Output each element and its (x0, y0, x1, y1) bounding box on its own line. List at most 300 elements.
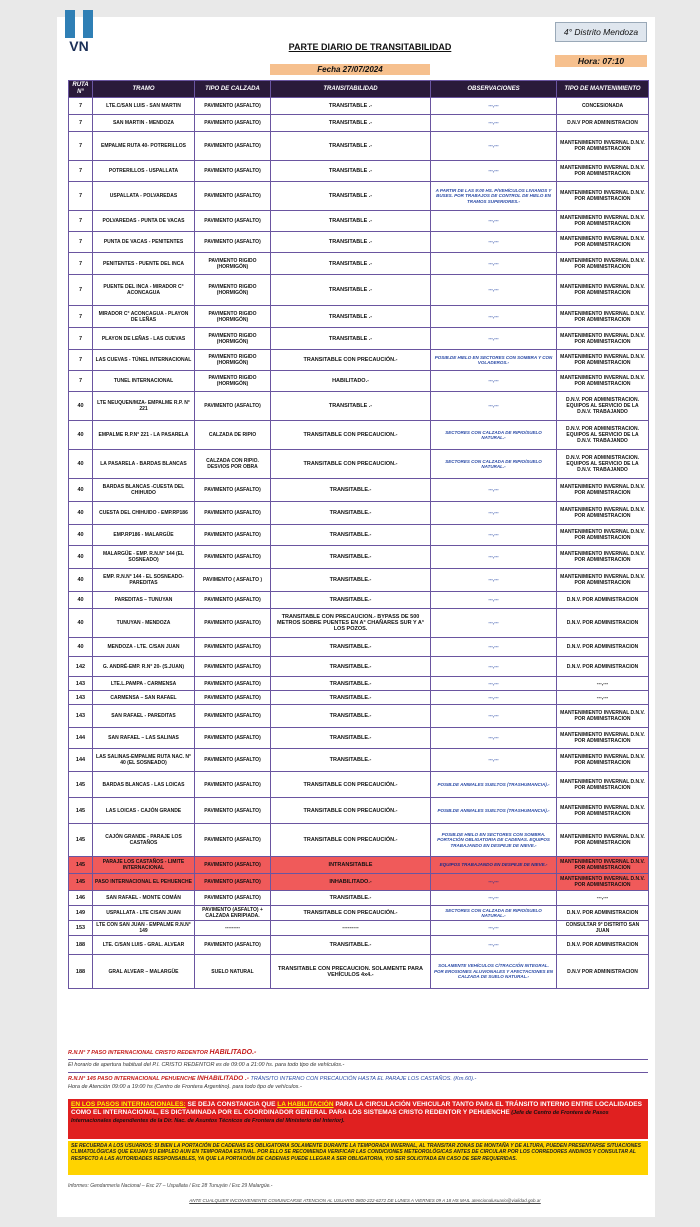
cell-ruta: 7 (69, 115, 93, 132)
cell-mantenimiento: D.N.V. POR ADMINISTRACION (557, 936, 649, 955)
cell-observaciones: POSIB.DE ANIMALES SUELTOS (TRASHUMANCIA).- (431, 772, 557, 798)
cell-transitabilidad: TRANSITABLE.- (271, 728, 431, 749)
cell-mantenimiento: MANTENIMIENTO INVERNAL D.N.V. POR ADMINISTRACION (557, 772, 649, 798)
cell-mantenimiento: D.N.V POR ADMINISTRACION (557, 115, 649, 132)
table-row (69, 502, 649, 525)
cell-transitabilidad: TRANSITABLE CON PRECAUCIÓN.- (271, 798, 431, 824)
cell-observaciones: ---,--- (431, 502, 557, 525)
cell-mantenimiento: MANTENIMIENTO INVERNAL D.N.V. POR ADMINISTRACION (557, 479, 649, 502)
cell-ruta: 7 (69, 253, 93, 275)
table-row (69, 857, 649, 874)
table-row (69, 638, 649, 657)
cell-tramo: LTE NEUQUEN/MZA- EMPALME R.P. N° 221 (93, 392, 195, 421)
cell-observaciones: ---,--- (431, 569, 557, 592)
table-row (69, 182, 649, 211)
cell-tramo: TUNUYAN - MENDOZA (93, 609, 195, 638)
cell-mantenimiento: D.N.V. POR ADMINISTRACION. EQUIPOS AL SERVICIO DE LA D.N.V. TRABAJANDO (557, 392, 649, 421)
cell-mantenimiento: CONCESIONADA (557, 98, 649, 115)
cell-mantenimiento: MANTENIMIENTO INVERNAL D.N.V. POR ADMINISTRACION (557, 253, 649, 275)
cell-calzada: PAVIMENTO (ASFALTO) (195, 936, 271, 955)
cell-mantenimiento: ---,--- (557, 891, 649, 906)
table-row (69, 936, 649, 955)
cell-observaciones: ---,--- (431, 275, 557, 306)
cell-mantenimiento: ---,--- (557, 677, 649, 691)
cell-calzada: PAVIMENTO ( ASFALTO ) (195, 569, 271, 592)
cell-mantenimiento: MANTENIMIENTO INVERNAL D.N.V. POR ADMINISTRACION (557, 211, 649, 232)
cell-tramo: EMP. R.N.N° 144 - EL SOSNEADO- PAREDITAS (93, 569, 195, 592)
cell-transitabilidad: TRANSITABLE .- (271, 98, 431, 115)
table-row (69, 161, 649, 182)
cell-tramo: LTE. C/SAN LUIS - GRAL. ALVEAR (93, 936, 195, 955)
col-header-observaciones: OBSERVACIONES (431, 81, 557, 98)
cell-observaciones: ---,--- (431, 232, 557, 253)
cell-calzada: PAVIMENTO (ASFALTO) (195, 891, 271, 906)
red-notice-a: EN LOS PASOS INTERNACIONALES: (71, 1101, 186, 1108)
cell-calzada: PAVIMENTO (ASFALTO) (195, 638, 271, 657)
table-row (69, 772, 649, 798)
cell-calzada: CALZADA CON RIPIO. DESVIOS POR OBRA (195, 450, 271, 479)
cell-calzada: PAVIMENTO RIGIDO (HORMIGÓN) (195, 371, 271, 392)
cell-tramo: PASO INTERNACIONAL EL PEHUENCHE (93, 874, 195, 891)
cell-mantenimiento: MANTENIMIENTO INVERNAL D.N.V. POR ADMINISTRACION (557, 569, 649, 592)
cell-calzada: PAVIMENTO (ASFALTO) (195, 232, 271, 253)
cell-calzada: PAVIMENTO (ASFALTO) (195, 479, 271, 502)
cell-ruta: 7 (69, 232, 93, 253)
cell-observaciones: ---,--- (431, 891, 557, 906)
cell-calzada: PAVIMENTO (ASFALTO) (195, 798, 271, 824)
cristo-state: HABILITADO.- (209, 1049, 257, 1056)
pass-notes (68, 1049, 648, 1091)
cell-tramo: G. ANDRÉ-EMP. R.N° 20- (S.JUAN) (93, 657, 195, 677)
cell-calzada: PAVIMENTO (ASFALTO) (195, 691, 271, 705)
table-body (69, 98, 649, 989)
cell-ruta: 40 (69, 392, 93, 421)
cell-transitabilidad: TRANSITABLE.- (271, 691, 431, 705)
table-row (69, 824, 649, 857)
cell-tramo: PENITENTES - PUENTE DEL INCA (93, 253, 195, 275)
cell-calzada: PAVIMENTO (ASFALTO) (195, 98, 271, 115)
cell-tramo: USPALLATA - LTE C/SAN JUAN (93, 906, 195, 921)
cell-calzada: PAVIMENTO (ASFALTO) + CALZADA ENRIPIADA. (195, 906, 271, 921)
cell-transitabilidad: INHABILITADO.- (271, 874, 431, 891)
cell-observaciones: SECTORES CON CALZADA DE RIPIO/SUELO NATURAL.- (431, 906, 557, 921)
cell-observaciones: SECTORES CON CALZADA DE RIPIO/SUELO NATURAL.- (431, 421, 557, 450)
cell-ruta: 145 (69, 772, 93, 798)
cell-ruta: 149 (69, 906, 93, 921)
cell-observaciones: ---,--- (431, 306, 557, 328)
cell-transitabilidad: TRANSITABLE .- (271, 306, 431, 328)
cell-transitabilidad: HABILITADO.- (271, 371, 431, 392)
table-row (69, 450, 649, 479)
cell-ruta: 144 (69, 749, 93, 772)
cell-tramo: BARDAS BLANCAS - LAS LOICAS (93, 772, 195, 798)
cell-transitabilidad: TRANSITABLE .- (271, 328, 431, 350)
cristo-label: R.N.N° 7 PASO INTERNACIONAL CRISTO REDENTOR (68, 1050, 208, 1056)
cell-tramo: EMPALME RUTA 40- POTRERILLOS (93, 132, 195, 161)
cell-ruta: 7 (69, 182, 93, 211)
col-header-tramo: TRAMO (93, 81, 195, 98)
table-row (69, 306, 649, 328)
cell-ruta: 145 (69, 824, 93, 857)
cell-calzada: CALZADA DE RIPIO (195, 421, 271, 450)
cell-mantenimiento: MANTENIMIENTO INVERNAL D.N.V. POR ADMINISTRACION (557, 328, 649, 350)
cell-mantenimiento: MANTENIMIENTO INVERNAL D.N.V. POR ADMINISTRACION (557, 232, 649, 253)
cell-tramo: LTE.L.PAMPA - CARMENSA (93, 677, 195, 691)
cell-ruta: 40 (69, 450, 93, 479)
table-row (69, 98, 649, 115)
cell-ruta: 40 (69, 609, 93, 638)
table-row (69, 891, 649, 906)
cell-tramo: LTE.C/SAN LUIS - SAN MARTIN (93, 98, 195, 115)
cell-mantenimiento: MANTENIMIENTO INVERNAL D.N.V. POR ADMINISTRACION (557, 502, 649, 525)
cell-calzada: PAVIMENTO (ASFALTO) (195, 609, 271, 638)
cell-observaciones: ---,--- (431, 115, 557, 132)
cell-transitabilidad: TRANSITABLE.- (271, 677, 431, 691)
cell-transitabilidad: TRANSITABLE CON PRECAUCIÓN.- (271, 772, 431, 798)
cell-mantenimiento: MANTENIMIENTO INVERNAL D.N.V. POR ADMINISTRACION (557, 182, 649, 211)
cell-transitabilidad: TRANSITABLE.- (271, 502, 431, 525)
cell-observaciones: ---,--- (431, 253, 557, 275)
cell-observaciones: EQUIPOS TRABAJANDO EN DESPEJE DE NIEVE.- (431, 857, 557, 874)
cell-calzada: PAVIMENTO (ASFALTO) (195, 705, 271, 728)
table-row (69, 677, 649, 691)
table-row (69, 906, 649, 921)
cell-tramo: LAS CUEVAS - TÚNEL INTERNACIONAL (93, 350, 195, 371)
cell-mantenimiento: D.N.V. POR ADMINISTRACION (557, 609, 649, 638)
cell-calzada: PAVIMENTO RIGIDO (HORMIGÓN) (195, 350, 271, 371)
table-row (69, 728, 649, 749)
cell-ruta: 153 (69, 921, 93, 936)
cell-observaciones: POSIB.DE ANIMALES SUELTOS (TRASHUMANCIA).- (431, 798, 557, 824)
cell-tramo: LAS LOICAS - CAJÓN GRANDE (93, 798, 195, 824)
cell-mantenimiento: D.N.V. POR ADMINISTRACION. EQUIPOS AL SERVICIO DE LA D.N.V. TRABAJANDO (557, 421, 649, 450)
cell-tramo: LA PASARELA - BARDAS BLANCAS (93, 450, 195, 479)
table-row (69, 749, 649, 772)
cell-calzada: PAVIMENTO (ASFALTO) (195, 772, 271, 798)
cell-ruta: 40 (69, 546, 93, 569)
cell-observaciones: ---,--- (431, 705, 557, 728)
cell-calzada: PAVIMENTO (ASFALTO) (195, 182, 271, 211)
cell-observaciones: ---,--- (431, 657, 557, 677)
transitability-table (68, 80, 649, 989)
cell-calzada: PAVIMENTO (ASFALTO) (195, 132, 271, 161)
cell-tramo: CARMENSA – SAN RAFAEL (93, 691, 195, 705)
table-row (69, 132, 649, 161)
cell-ruta: 143 (69, 677, 93, 691)
cell-observaciones: ---,--- (431, 638, 557, 657)
cell-transitabilidad: TRANSITABLE .- (271, 211, 431, 232)
cell-transitabilidad: TRANSITABLE.- (271, 525, 431, 546)
cell-ruta: 145 (69, 798, 93, 824)
table-row (69, 479, 649, 502)
cell-mantenimiento: D.N.V. POR ADMINISTRACION (557, 906, 649, 921)
table-row (69, 525, 649, 546)
red-notice-b: SE DEJA CONSTANCIA QUE (185, 1101, 278, 1108)
cell-ruta: 143 (69, 691, 93, 705)
cell-calzada: PAVIMENTO (ASFALTO) (195, 115, 271, 132)
table-row (69, 592, 649, 609)
cell-observaciones: SOLAMENTE VEHÍCULOS C/TRACCIÓN INTEGRAL. POR EROSIONES ALUVIONALES Y AFECTACIONES EN CALZADA DE SUELO NATURAL.- (431, 955, 557, 989)
cell-tramo: SAN MARTIN - MENDOZA (93, 115, 195, 132)
date-label: Fecha 27/07/2024 (270, 64, 430, 75)
cell-calzada: --------- (195, 921, 271, 936)
time-label: Hora: 07:10 (555, 55, 647, 67)
table-row (69, 921, 649, 936)
cell-mantenimiento: D.N.V POR ADMINISTRACION (557, 955, 649, 989)
vn-logo (62, 10, 96, 54)
cell-transitabilidad: TRANSITABLE .- (271, 253, 431, 275)
cell-observaciones: ---,--- (431, 749, 557, 772)
cell-tramo: EMPALME R.P.N° 221 - LA PASARELA (93, 421, 195, 450)
cell-calzada: PAVIMENTO (ASFALTO) (195, 592, 271, 609)
cell-transitabilidad: TRANSITABLE.- (271, 705, 431, 728)
cell-calzada: PAVIMENTO (ASFALTO) (195, 161, 271, 182)
cell-transitabilidad: TRANSITABLE CON PRECAUCION. SOLAMENTE PARA VEHÍCULOS 4x4.- (271, 955, 431, 989)
cell-transitabilidad: TRANSITABLE .- (271, 275, 431, 306)
cell-ruta: 40 (69, 569, 93, 592)
cell-observaciones: ---,--- (431, 936, 557, 955)
table-row (69, 275, 649, 306)
cell-observaciones: ---,--- (431, 874, 557, 891)
cell-tramo: EMP.RP186 - MALARGÜE (93, 525, 195, 546)
table-row (69, 211, 649, 232)
cell-calzada: PAVIMENTO (ASFALTO) (195, 677, 271, 691)
cell-ruta: 7 (69, 306, 93, 328)
cell-mantenimiento: MANTENIMIENTO INVERNAL D.N.V. POR ADMINISTRACION (557, 824, 649, 857)
cell-tramo: GRAL ALVEAR – MALARGÜE (93, 955, 195, 989)
footer-contact: ANTE CUALQUIER INCONVENIENTE COMUNICARSE ATENCION AL USUARIO 0800-222-6272 DE LUNES A VIERNES 09 A 18 HS MAIL atencionalusuario@vialidad.gob.ar (189, 1198, 541, 1203)
cell-observaciones: ---,--- (431, 392, 557, 421)
cell-observaciones: ---,--- (431, 728, 557, 749)
cell-tramo: PARAJE LOS CASTAÑOS - LIMITE INTERNACIONAL (93, 857, 195, 874)
col-header-ruta: RUTA N° (69, 81, 93, 98)
cell-mantenimiento: MANTENIMIENTO INVERNAL D.N.V. POR ADMINISTRACION (557, 525, 649, 546)
chains-reminder-notice: SE RECUERDA A LOS USUARIOS: SI BIEN LA PORTACIÓN DE CADENAS ES OBLIGATORIA SOLAMENTE DURANTE LA TEMPORADA INVERNAL, AL TRANSITAR ZONAS DE MONTAÑA Y DE ALTURA, PUEDEN PRESENTARSE SITUACIONES CLIMATOLÓGICAS QUE EXIJAN SU EMPLEO AUN EN TEMPORADA ESTIVAL. POR ELLO SE RECOMIENDA VERIFICAR LAS CONDICIONES METEOROLÓGICAS ANTES DE CIRCULAR POR LOS CORREDORES ANDINOS Y CONSULTAR AL RESPECTO A LAS AUTORIDADES RESPONSABLES, YA QUE LA PORTACIÓN DE CADENAS PUEDE LLEGAR A SER OBLIGATORIA, Y/O SER SOLICITADA EN CASO DE SER REQUERIDAS. (68, 1141, 648, 1175)
table-row (69, 232, 649, 253)
cell-ruta: 145 (69, 857, 93, 874)
cell-observaciones: ---,--- (431, 328, 557, 350)
cell-calzada: PAVIMENTO RIGIDO (HORMIGÓN) (195, 328, 271, 350)
cell-mantenimiento: ---,--- (557, 691, 649, 705)
cell-calzada: PAVIMENTO (ASFALTO) (195, 824, 271, 857)
cell-ruta: 7 (69, 350, 93, 371)
cell-calzada: PAVIMENTO (ASFALTO) (195, 749, 271, 772)
cell-mantenimiento: D.N.V. POR ADMINISTRACION. EQUIPOS AL SERVICIO DE LA D.N.V. TRABAJANDO (557, 450, 649, 479)
cell-ruta: 40 (69, 525, 93, 546)
pehuenche-state: INHABILITADO .- (197, 1075, 250, 1082)
table-row (69, 609, 649, 638)
cell-ruta: 40 (69, 421, 93, 450)
cell-observaciones: SECTORES CON CALZADA DE RIPIO/SUELO NATURAL.- (431, 450, 557, 479)
cell-transitabilidad: TRANSITABLE.- (271, 546, 431, 569)
cell-mantenimiento: MANTENIMIENTO INVERNAL D.N.V. POR ADMINISTRACION (557, 874, 649, 891)
cell-mantenimiento: MANTENIMIENTO INVERNAL D.N.V. POR ADMINISTRACION (557, 546, 649, 569)
cell-calzada: PAVIMENTO (ASFALTO) (195, 657, 271, 677)
cell-calzada: PAVIMENTO (ASFALTO) (195, 728, 271, 749)
cell-ruta: 40 (69, 502, 93, 525)
cell-mantenimiento: MANTENIMIENTO INVERNAL D.N.V. POR ADMINISTRACION (557, 728, 649, 749)
cell-ruta: 146 (69, 891, 93, 906)
cell-ruta: 7 (69, 371, 93, 392)
table-row (69, 798, 649, 824)
cell-ruta: 7 (69, 275, 93, 306)
cell-observaciones: ---,--- (431, 609, 557, 638)
logo-text: VN (69, 38, 89, 54)
cell-transitabilidad: TRANSITABLE.- (271, 479, 431, 502)
international-passes-notice (68, 1099, 648, 1139)
cell-mantenimiento: D.N.V. POR ADMINISTRACION (557, 592, 649, 609)
cell-mantenimiento: MANTENIMIENTO INVERNAL D.N.V. POR ADMINISTRACION (557, 705, 649, 728)
cell-ruta: 188 (69, 936, 93, 955)
red-notice-d: PARA LA CIRCULACIÓN VEHICULAR TANTO PARA EL TRÁNSITO INTERNO ENTRE LOCALIDADES COMO EL INTERNACIONAL, ES DICTAMINADA POR EL COORDINADOR GENERAL PARA LOS SISTEMAS CRISTO REDENTOR Y PEHUENCHE (71, 1101, 642, 1116)
cell-mantenimiento: MANTENIMIENTO INVERNAL D.N.V. POR ADMINISTRACION (557, 857, 649, 874)
table-header-row (69, 81, 649, 98)
cell-observaciones: ---,--- (431, 592, 557, 609)
cell-tramo: POTRERILLOS - USPALLATA (93, 161, 195, 182)
cell-ruta: 40 (69, 638, 93, 657)
cell-calzada: PAVIMENTO (ASFALTO) (195, 857, 271, 874)
cell-tramo: PUNTA DE VACAS - PENITENTES (93, 232, 195, 253)
cell-tramo: SAN RAFAEL - MONTE COMÁN (93, 891, 195, 906)
cell-observaciones: ---,--- (431, 677, 557, 691)
cell-transitabilidad: TRANSITABLE CON PRECAUCIÓN.- (271, 906, 431, 921)
cell-observaciones: ---,--- (431, 546, 557, 569)
cell-ruta: 7 (69, 328, 93, 350)
table-row (69, 569, 649, 592)
cell-tramo: PAREDITAS – TUNUYAN (93, 592, 195, 609)
cell-mantenimiento: MANTENIMIENTO INVERNAL D.N.V. POR ADMINISTRACION (557, 275, 649, 306)
cell-observaciones: POSIB.DE HIELO EN SECTORES CON SOMBRA Y CON VOLADEROS.- (431, 350, 557, 371)
cell-observaciones: ---,--- (431, 211, 557, 232)
cell-observaciones: ---,--- (431, 921, 557, 936)
cell-ruta: 142 (69, 657, 93, 677)
cell-calzada: PAVIMENTO (ASFALTO) (195, 525, 271, 546)
table-row (69, 691, 649, 705)
cell-calzada: PAVIMENTO (ASFALTO) (195, 502, 271, 525)
cell-observaciones: A PARTIR DE LAS 9:00 HS. P/VEHÍCULOS LIVIANOS Y BUSES. POR TRABAJOS DE CONTROL DE HIELO EN TRAMOS SUPERIORES.- (431, 182, 557, 211)
table-row (69, 328, 649, 350)
table-row (69, 874, 649, 891)
cell-ruta: 7 (69, 211, 93, 232)
table-row (69, 350, 649, 371)
cell-transitabilidad: TRANSITABLE.- (271, 891, 431, 906)
cell-transitabilidad: TRANSITABLE .- (271, 132, 431, 161)
district-label: 4° Distrito Mendoza (555, 22, 647, 42)
cell-observaciones: ---,--- (431, 161, 557, 182)
cell-transitabilidad: TRANSITABLE.- (271, 936, 431, 955)
cell-calzada: PAVIMENTO (ASFALTO) (195, 874, 271, 891)
cell-ruta: 7 (69, 98, 93, 115)
cell-calzada: SUELO NATURAL (195, 955, 271, 989)
informes-line: Informes: Gendarmería Nacional – Esc 27 – Uspallata / Esc 28 Tunuyán / Esc 29 Malargüe.- (68, 1183, 273, 1189)
table-row (69, 705, 649, 728)
col-header-mantenimiento: TIPO DE MANTENIMIENTO (557, 81, 649, 98)
cell-mantenimiento: MANTENIMIENTO INVERNAL D.N.V. POR ADMINISTRACION (557, 371, 649, 392)
cell-transitabilidad: TRANSITABLE.- (271, 592, 431, 609)
cell-calzada: PAVIMENTO (ASFALTO) (195, 546, 271, 569)
cell-transitabilidad: TRANSITABLE.- (271, 657, 431, 677)
cell-calzada: PAVIMENTO RIGIDO (HORMIGÓN) (195, 306, 271, 328)
red-notice-e: (Jefe de Centro de Frontera de Pasos Internacionales dependientes de la Dir. Nac. de Asuntos Técnicos de Frontera del Ministerio del Interior). (71, 1110, 609, 1124)
cell-transitabilidad: TRANSITABLE CON PRECAUCION.- (271, 421, 431, 450)
cell-mantenimiento: MANTENIMIENTO INVERNAL D.N.V. POR ADMINISTRACION (557, 798, 649, 824)
cell-ruta: 188 (69, 955, 93, 989)
cell-transitabilidad: TRANSITABLE.- (271, 569, 431, 592)
cell-observaciones: ---,--- (431, 132, 557, 161)
cell-ruta: 144 (69, 728, 93, 749)
cristo-hours: El horario de apertura habitual del P.I. CRISTO REDENTOR es de 09:00 a 21:00 hs. para todo tipo de vehículos.- (68, 1059, 648, 1069)
cell-tramo: SAN RAFAEL – LAS SALINAS (93, 728, 195, 749)
cell-transitabilidad: TRANSITABLE .- (271, 182, 431, 211)
cell-mantenimiento: MANTENIMIENTO INVERNAL D.N.V. POR ADMINISTRACION (557, 306, 649, 328)
cell-observaciones: ---,--- (431, 371, 557, 392)
cell-tramo: MALARGÜE - EMP. R.N.N° 144 (EL SOSNEADO) (93, 546, 195, 569)
cell-transitabilidad: TRANSITABLE .- (271, 232, 431, 253)
cell-calzada: PAVIMENTO RIGIDO (HORMIGÓN) (195, 253, 271, 275)
cell-ruta: 7 (69, 132, 93, 161)
cell-tramo: POLVAREDAS - PUNTA DE VACAS (93, 211, 195, 232)
cell-tramo: TUNEL INTERNACIONAL (93, 371, 195, 392)
cell-mantenimiento: CONSULTAR 9° DISTRITO SAN JUAN (557, 921, 649, 936)
col-header-calzada: TIPO DE CALZADA (195, 81, 271, 98)
table-row (69, 371, 649, 392)
table-row (69, 955, 649, 989)
cell-mantenimiento: D.N.V. POR ADMINISTRACION (557, 657, 649, 677)
cell-tramo: LAS SALINAS-EMPALME RUTA NAC. N° 40 (EL SOSNEADO) (93, 749, 195, 772)
cell-transitabilidad: TRANSITABLE CON PRECAUCIÓN.- (271, 824, 431, 857)
cell-ruta: 143 (69, 705, 93, 728)
table-row (69, 421, 649, 450)
cell-observaciones: ---,--- (431, 479, 557, 502)
cell-transitabilidad: INTRANSITABLE (271, 857, 431, 874)
cell-transitabilidad: TRANSITABLE.- (271, 638, 431, 657)
col-header-transitabilidad: TRANSITABILIDAD (271, 81, 431, 98)
cell-ruta: 145 (69, 874, 93, 891)
cell-mantenimiento: MANTENIMIENTO INVERNAL D.N.V. POR ADMINISTRACION (557, 132, 649, 161)
pehuenche-transit: TRÁNSITO INTERNO CON PRECAUCIÓN HASTA EL PARAJE LOS CASTAÑOS. (Km.60).- (250, 1076, 477, 1082)
cell-calzada: PAVIMENTO (ASFALTO) (195, 392, 271, 421)
cell-ruta: 40 (69, 592, 93, 609)
cell-ruta: 7 (69, 161, 93, 182)
cell-tramo: CUESTA DEL CHIHUIDO - EMP.RP186 (93, 502, 195, 525)
cell-transitabilidad: --------- (271, 921, 431, 936)
cell-calzada: PAVIMENTO (ASFALTO) (195, 211, 271, 232)
cell-mantenimiento: MANTENIMIENTO INVERNAL D.N.V. POR ADMINISTRACION (557, 749, 649, 772)
cell-tramo: LTE CON SAN JUAN - EMPALME R.N.N° 149 (93, 921, 195, 936)
cell-ruta: 40 (69, 479, 93, 502)
table-row (69, 546, 649, 569)
table-row (69, 392, 649, 421)
cell-transitabilidad: TRANSITABLE CON PRECAUCION.- BYPASS DE 500 METROS SOBRE PUENTES EN A° CHAÑARES SUR Y A° LOS POZOS. (271, 609, 431, 638)
cell-tramo: MIRADOR C° ACONCAGUA - PLAYON DE LEÑAS (93, 306, 195, 328)
cell-tramo: SAN RAFAEL - PAREDITAS (93, 705, 195, 728)
cell-tramo: MENDOZA - LTE. C/SAN JUAN (93, 638, 195, 657)
cell-transitabilidad: TRANSITABLE CON PRECAUCION.- (271, 450, 431, 479)
red-notice-c: LA HABILITACIÓN (277, 1101, 334, 1108)
cell-transitabilidad: TRANSITABLE .- (271, 392, 431, 421)
cell-observaciones: ---,--- (431, 525, 557, 546)
pehuenche-hours: Hora de Atención 09:00 a 19:00 hs (Centro de Frontera Argentino). para todo tipo de vehículos.- (68, 1084, 302, 1090)
cell-mantenimiento: MANTENIMIENTO INVERNAL D.N.V. POR ADMINISTRACION (557, 350, 649, 371)
cell-transitabilidad: TRANSITABLE CON PRECAUCIÓN.- (271, 350, 431, 371)
cell-tramo: PUENTE DEL INCA - MIRADOR C° ACONCAGUA (93, 275, 195, 306)
cell-tramo: USPALLATA - POLVAREDAS (93, 182, 195, 211)
table-row (69, 115, 649, 132)
cell-observaciones: ---,--- (431, 691, 557, 705)
cell-calzada: PAVIMENTO RIGIDO (HORMIGÓN) (195, 275, 271, 306)
cell-mantenimiento: D.N.V. POR ADMINISTRACION (557, 638, 649, 657)
cell-tramo: PLAYON DE LEÑAS - LAS CUEVAS (93, 328, 195, 350)
